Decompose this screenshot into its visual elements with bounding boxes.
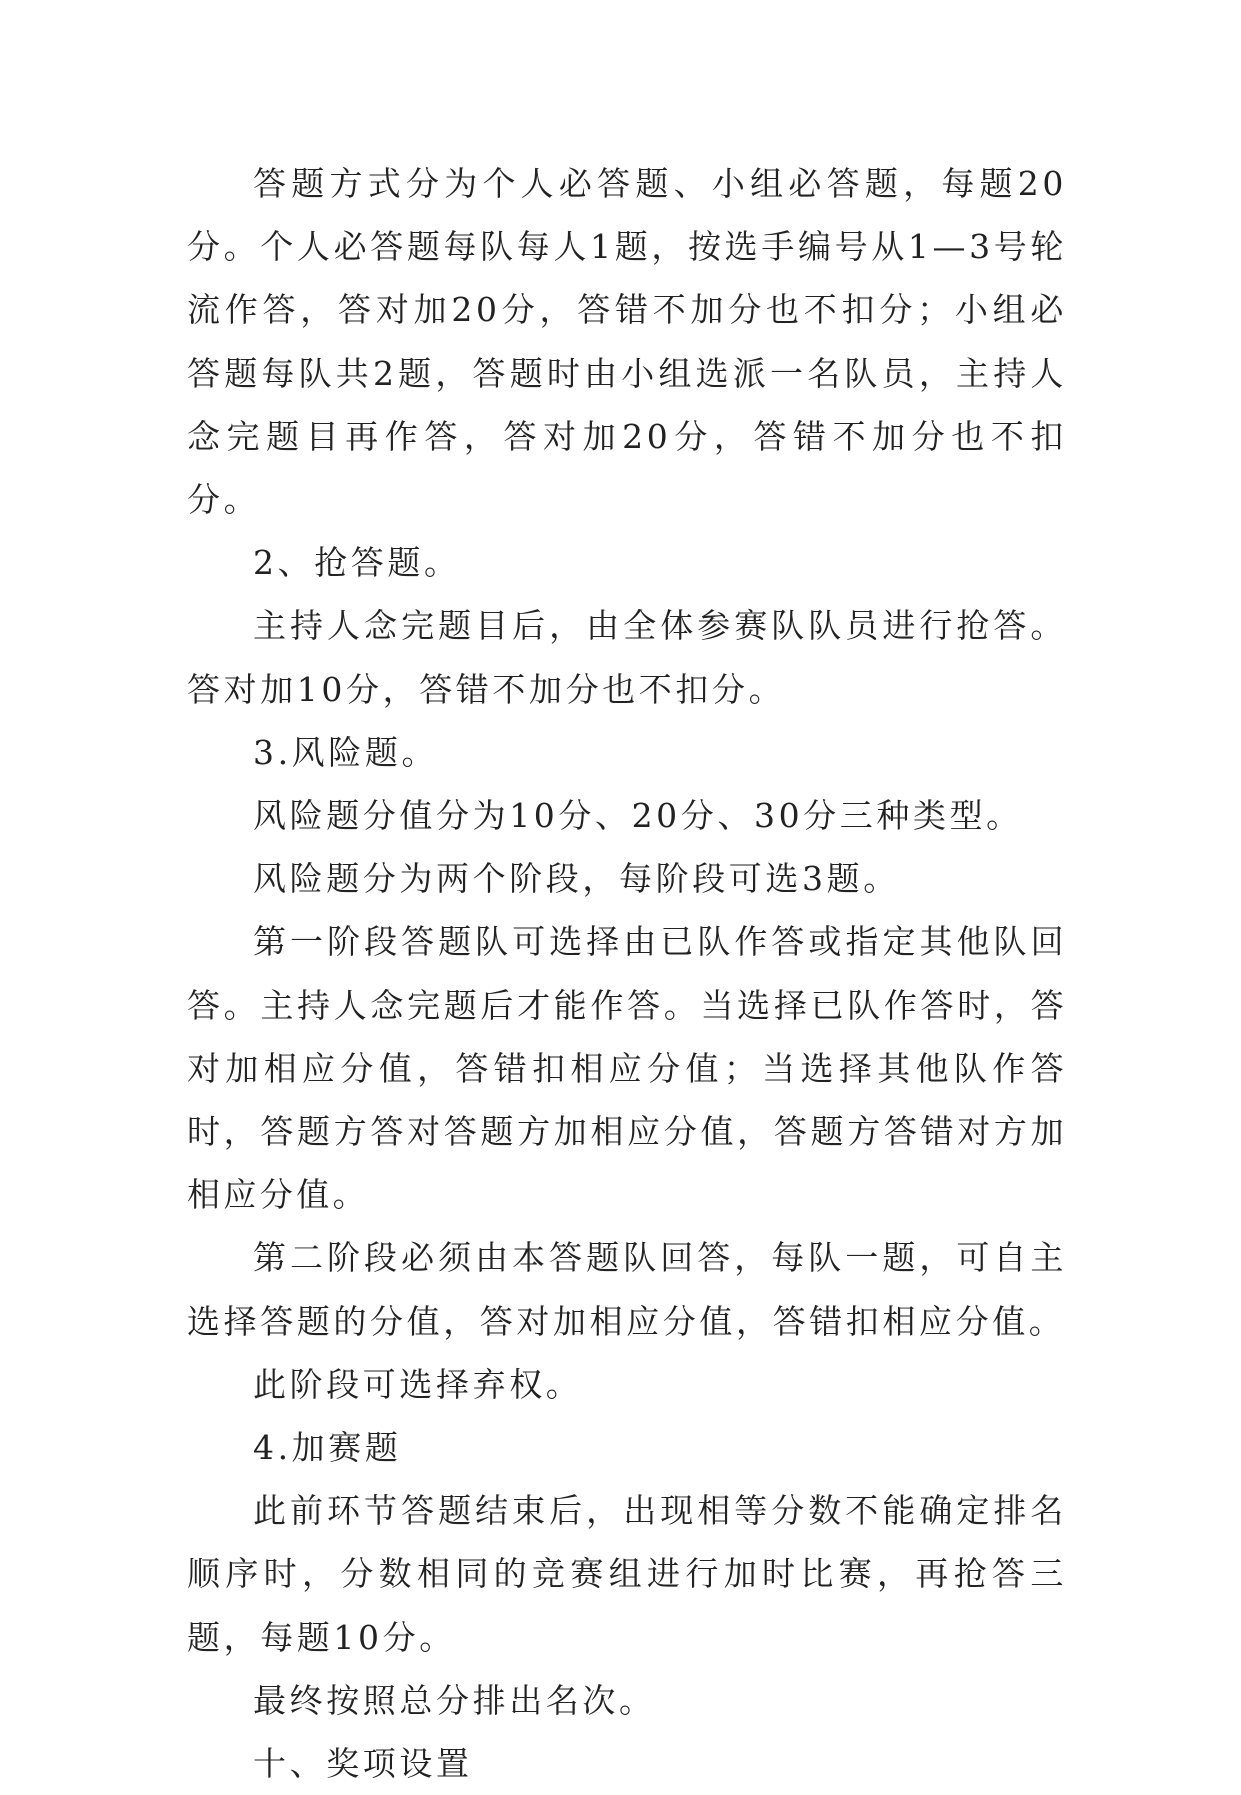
paragraph-final-ranking: 最终按照总分排出名次。: [253, 1680, 656, 1720]
paragraph-tiebreaker: 此前环节答题结束后，出现相等分数不能确定排名顺序时，分数相同的竞赛组进行加时比赛，再抢答三题，每题10分。: [187, 1491, 1067, 1657]
paragraph-risk-stages: 风险题分为两个阶段，每阶段可选3题。: [253, 859, 900, 899]
paragraph-risk-values: 风险题分值分为10分、20分、30分三种类型。: [253, 796, 1023, 836]
paragraph-answer-format: 答题方式分为个人必答题、小组必答题，每题20分。个人必答题每队每人1题，按选手编号从1—3号轮流作答，答对加20分，答错不加分也不扣分；小组必答题每队共2题，答题时由小组选派一名队员，主持人念完题目再作答，答对加20分，答错不加分也不扣分。: [187, 164, 1067, 520]
heading-quick-answer: 2、抢答题。: [253, 543, 461, 583]
heading-risk-questions: 3.风险题。: [253, 732, 439, 772]
paragraph-waiver: 此阶段可选择弃权。: [253, 1364, 583, 1404]
paragraph-stage-one: 第一阶段答题队可选择由已队作答或指定其他队回答。主持人念完题后才能作答。当选择已队作答时，答对加相应分值，答错扣相应分值；当选择其他队作答时，答题方答对答题方加相应分值，答题方答错对方加相应分值。: [187, 922, 1067, 1215]
paragraph-quick-answer: 主持人念完题目后，由全体参赛队队员进行抢答。答对加10分，答错不加分也不扣分。: [187, 606, 1067, 709]
document-body: [187, 152, 1067, 1795]
heading-tiebreaker: 4.加赛题: [253, 1428, 402, 1468]
heading-awards: 十、奖项设置: [253, 1744, 473, 1784]
paragraph-stage-two: 第二阶段必须由本答题队回答，每队一题，可自主选择答题的分值，答对加相应分值，答错扣相应分值。: [187, 1238, 1067, 1341]
